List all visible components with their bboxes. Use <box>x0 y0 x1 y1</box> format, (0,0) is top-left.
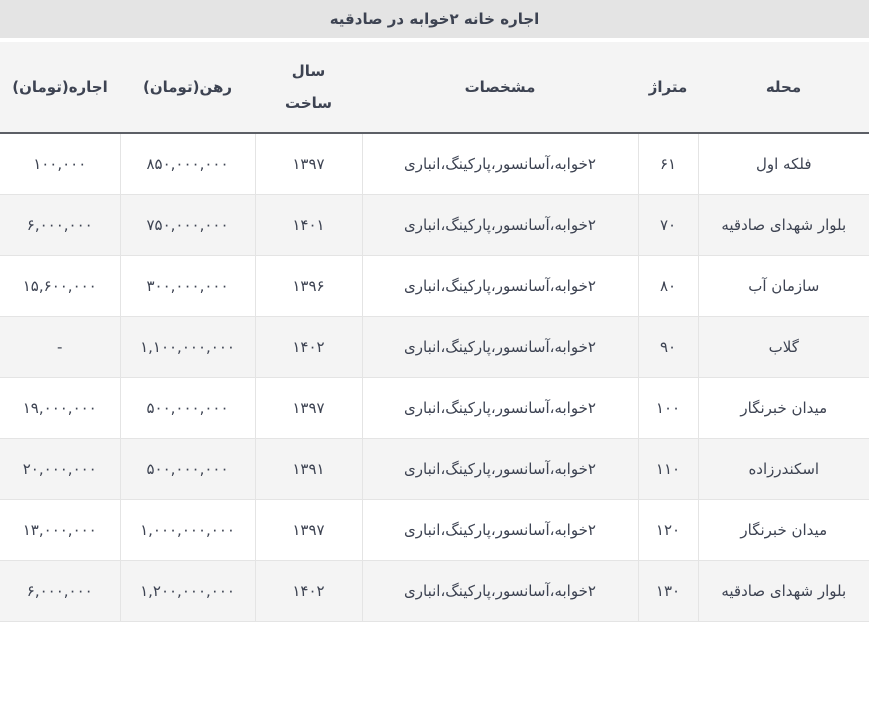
cell-deposit: ۱,۱۰۰,۰۰۰,۰۰۰ <box>120 317 255 378</box>
cell-neighborhood: میدان خبرنگار <box>698 500 869 561</box>
cell-neighborhood: گلاب <box>698 317 869 378</box>
cell-area: ۸۰ <box>638 256 698 317</box>
cell-year: ۱۳۹۷ <box>255 378 362 439</box>
cell-area: ۶۱ <box>638 133 698 195</box>
cell-year: ۱۴۰۱ <box>255 195 362 256</box>
cell-specs: ۲خوابه،آسانسور،پارکینگ،انباری <box>362 256 638 317</box>
cell-area: ۱۰۰ <box>638 378 698 439</box>
cell-deposit: ۱,۲۰۰,۰۰۰,۰۰۰ <box>120 561 255 622</box>
header-row <box>0 42 869 133</box>
cell-deposit: ۱,۰۰۰,۰۰۰,۰۰۰ <box>120 500 255 561</box>
cell-rent: ۱۳,۰۰۰,۰۰۰ <box>0 500 120 561</box>
cell-specs: ۲خوابه،آسانسور،پارکینگ،انباری <box>362 317 638 378</box>
cell-deposit: ۸۵۰,۰۰۰,۰۰۰ <box>120 133 255 195</box>
cell-deposit: ۷۵۰,۰۰۰,۰۰۰ <box>120 195 255 256</box>
cell-specs: ۲خوابه،آسانسور،پارکینگ،انباری <box>362 561 638 622</box>
cell-area: ۱۲۰ <box>638 500 698 561</box>
cell-year: ۱۳۹۷ <box>255 133 362 195</box>
cell-year: ۱۳۹۱ <box>255 439 362 500</box>
cell-neighborhood: اسکندرزاده <box>698 439 869 500</box>
cell-neighborhood: میدان خبرنگار <box>698 378 869 439</box>
table-header <box>0 42 869 133</box>
header-rent: اجاره(تومان) <box>0 42 120 133</box>
cell-specs: ۲خوابه،آسانسور،پارکینگ،انباری <box>362 439 638 500</box>
cell-neighborhood: بلوار شهدای صادقیه <box>698 561 869 622</box>
cell-deposit: ۵۰۰,۰۰۰,۰۰۰ <box>120 439 255 500</box>
header-deposit: رهن(تومان) <box>120 42 255 133</box>
header-year-label: سال ساخت <box>284 62 333 112</box>
header-area: متراژ <box>638 42 698 133</box>
cell-year: ۱۴۰۲ <box>255 317 362 378</box>
cell-rent: ۲۰,۰۰۰,۰۰۰ <box>0 439 120 500</box>
header-neighborhood: محله <box>698 42 869 133</box>
rental-listings-table <box>0 42 869 622</box>
cell-rent: ۱۹,۰۰۰,۰۰۰ <box>0 378 120 439</box>
table-row <box>0 378 869 439</box>
table-title-bar <box>0 0 869 38</box>
table-row <box>0 195 869 256</box>
table-row <box>0 439 869 500</box>
cell-specs: ۲خوابه،آسانسور،پارکینگ،انباری <box>362 133 638 195</box>
cell-specs: ۲خوابه،آسانسور،پارکینگ،انباری <box>362 378 638 439</box>
cell-neighborhood: سازمان آب <box>698 256 869 317</box>
header-year <box>255 42 362 133</box>
table-row <box>0 133 869 195</box>
cell-rent: ۶,۰۰۰,۰۰۰ <box>0 561 120 622</box>
cell-year: ۱۳۹۶ <box>255 256 362 317</box>
table-row <box>0 561 869 622</box>
cell-area: ۹۰ <box>638 317 698 378</box>
cell-deposit: ۵۰۰,۰۰۰,۰۰۰ <box>120 378 255 439</box>
cell-year: ۱۴۰۲ <box>255 561 362 622</box>
header-specs: مشخصات <box>362 42 638 133</box>
cell-year: ۱۳۹۷ <box>255 500 362 561</box>
cell-specs: ۲خوابه،آسانسور،پارکینگ،انباری <box>362 195 638 256</box>
cell-neighborhood: بلوار شهدای صادقیه <box>698 195 869 256</box>
cell-area: ۷۰ <box>638 195 698 256</box>
cell-specs: ۲خوابه،آسانسور،پارکینگ،انباری <box>362 500 638 561</box>
cell-area: ۱۱۰ <box>638 439 698 500</box>
cell-deposit: ۳۰۰,۰۰۰,۰۰۰ <box>120 256 255 317</box>
cell-rent: - <box>0 317 120 378</box>
page-title: اجاره خانه ۲خوابه در صادقیه <box>329 10 540 28</box>
table-row <box>0 256 869 317</box>
table-row <box>0 500 869 561</box>
table-body <box>0 133 869 622</box>
cell-rent: ۶,۰۰۰,۰۰۰ <box>0 195 120 256</box>
table-row <box>0 317 869 378</box>
cell-area: ۱۳۰ <box>638 561 698 622</box>
cell-rent: ۱۵,۶۰۰,۰۰۰ <box>0 256 120 317</box>
cell-rent: ۱۰۰,۰۰۰ <box>0 133 120 195</box>
cell-neighborhood: فلکه اول <box>698 133 869 195</box>
